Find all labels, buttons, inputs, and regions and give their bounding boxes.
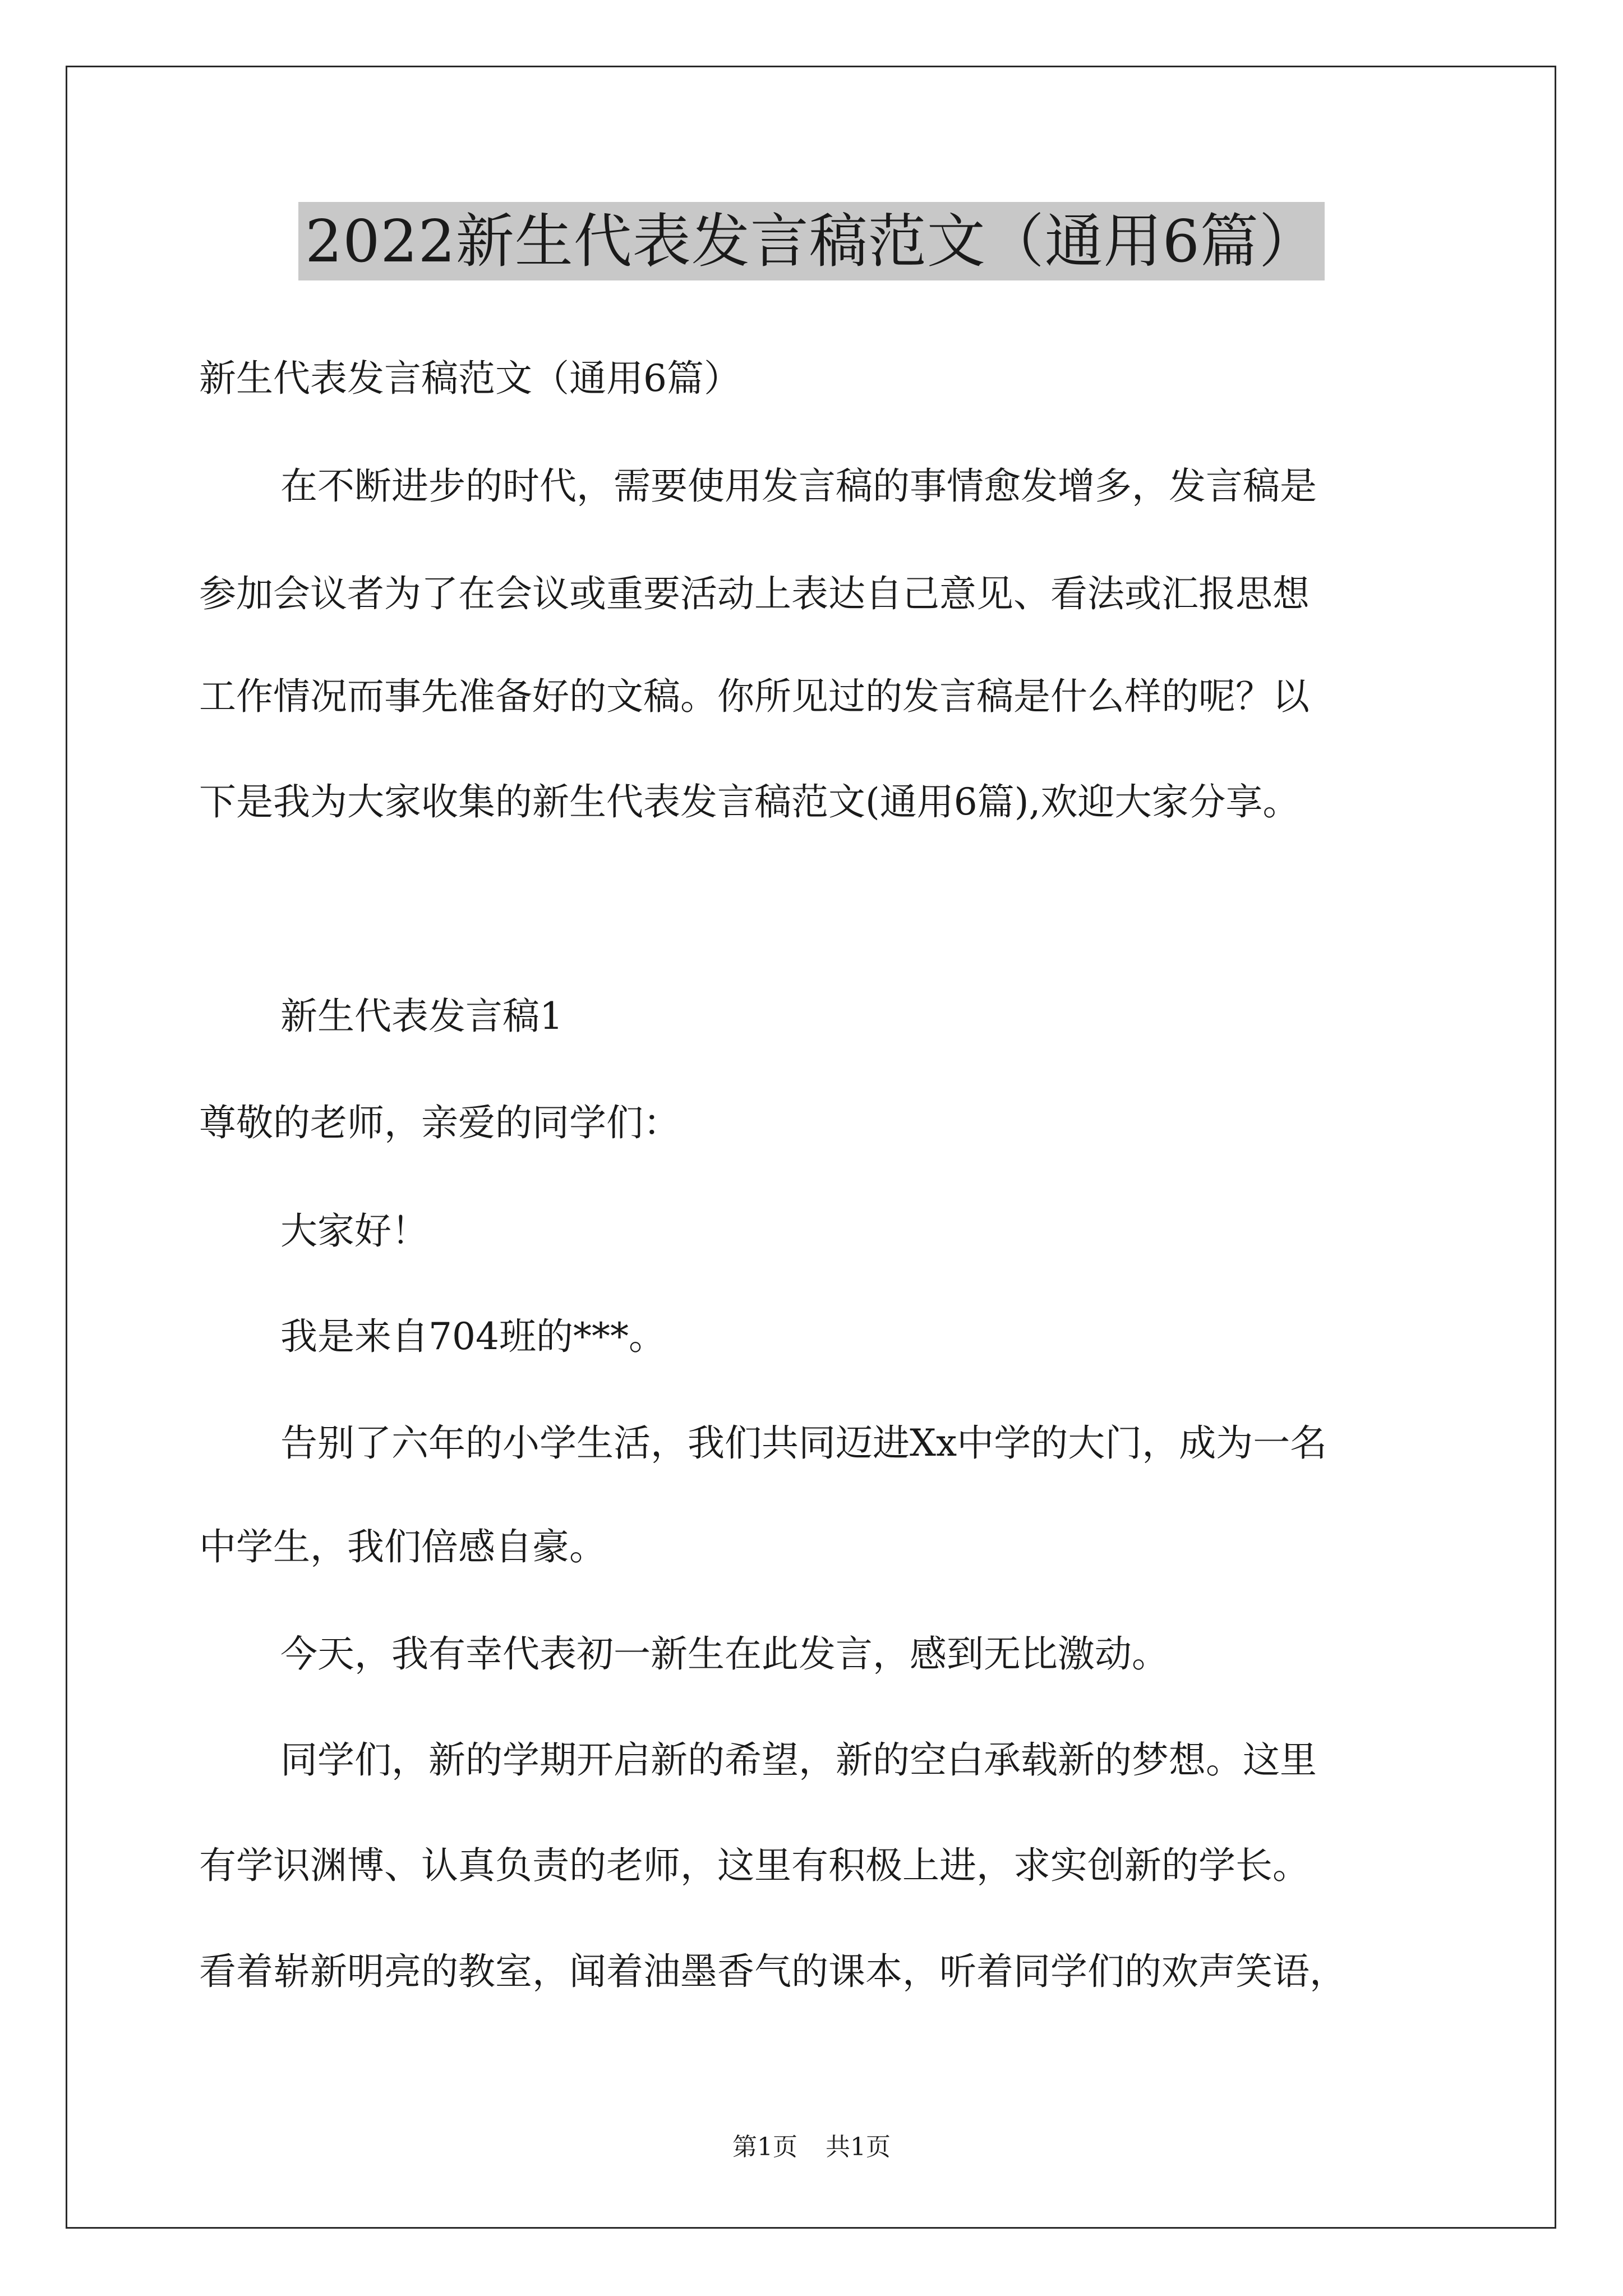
paragraph-line: 同学们，新的学期开启新的希望，新的空白承载新的梦想。这里 (280, 1738, 1317, 1782)
document-title: 2022新生代表发言稿范文（通用6篇） (298, 202, 1325, 280)
paragraph-line: 在不断进步的时代，需要使用发言稿的事情愈发增多，发言稿是 (280, 464, 1317, 508)
paragraph-line: 工作情况而事先准备好的文稿。你所见过的发言稿是什么样的呢？以 (199, 675, 1310, 718)
greeting-line: 大家好！ (280, 1209, 428, 1253)
paragraph-line: 我是来自704班的***。 (280, 1315, 666, 1358)
salutation-line: 尊敬的老师，亲爱的同学们： (199, 1101, 680, 1144)
section-heading: 新生代表发言稿1 (280, 995, 563, 1038)
subtitle-line: 新生代表发言稿范文（通用6篇） (199, 357, 741, 400)
total-pages-label: 共1页 (826, 2133, 891, 2161)
paragraph-line: 下是我为大家收集的新生代表发言稿范文(通用6篇),欢迎大家分享。 (199, 780, 1300, 823)
title-container (0, 202, 1623, 280)
paragraph-line: 告别了六年的小学生活，我们共同迈进Xx中学的大门，成为一名 (280, 1421, 1327, 1465)
paragraph-line: 中学生，我们倍感自豪。 (199, 1525, 606, 1568)
paragraph-line: 今天，我有幸代表初一新生在此发言，感到无比激动。 (280, 1632, 1169, 1676)
page-footer (0, 2131, 1623, 2164)
current-page-label: 第1页 (732, 2133, 797, 2161)
paragraph-line: 看着崭新明亮的教室，闻着油墨香气的课本，听着同学们的欢声笑语， (199, 1950, 1347, 1993)
paragraph-line: 参加会议者为了在会议或重要活动上表达自己意见、看法或汇报思想 (199, 572, 1310, 615)
paragraph-line: 有学识渊博、认真负责的老师，这里有积极上进，求实创新的学长。 (199, 1844, 1310, 1887)
